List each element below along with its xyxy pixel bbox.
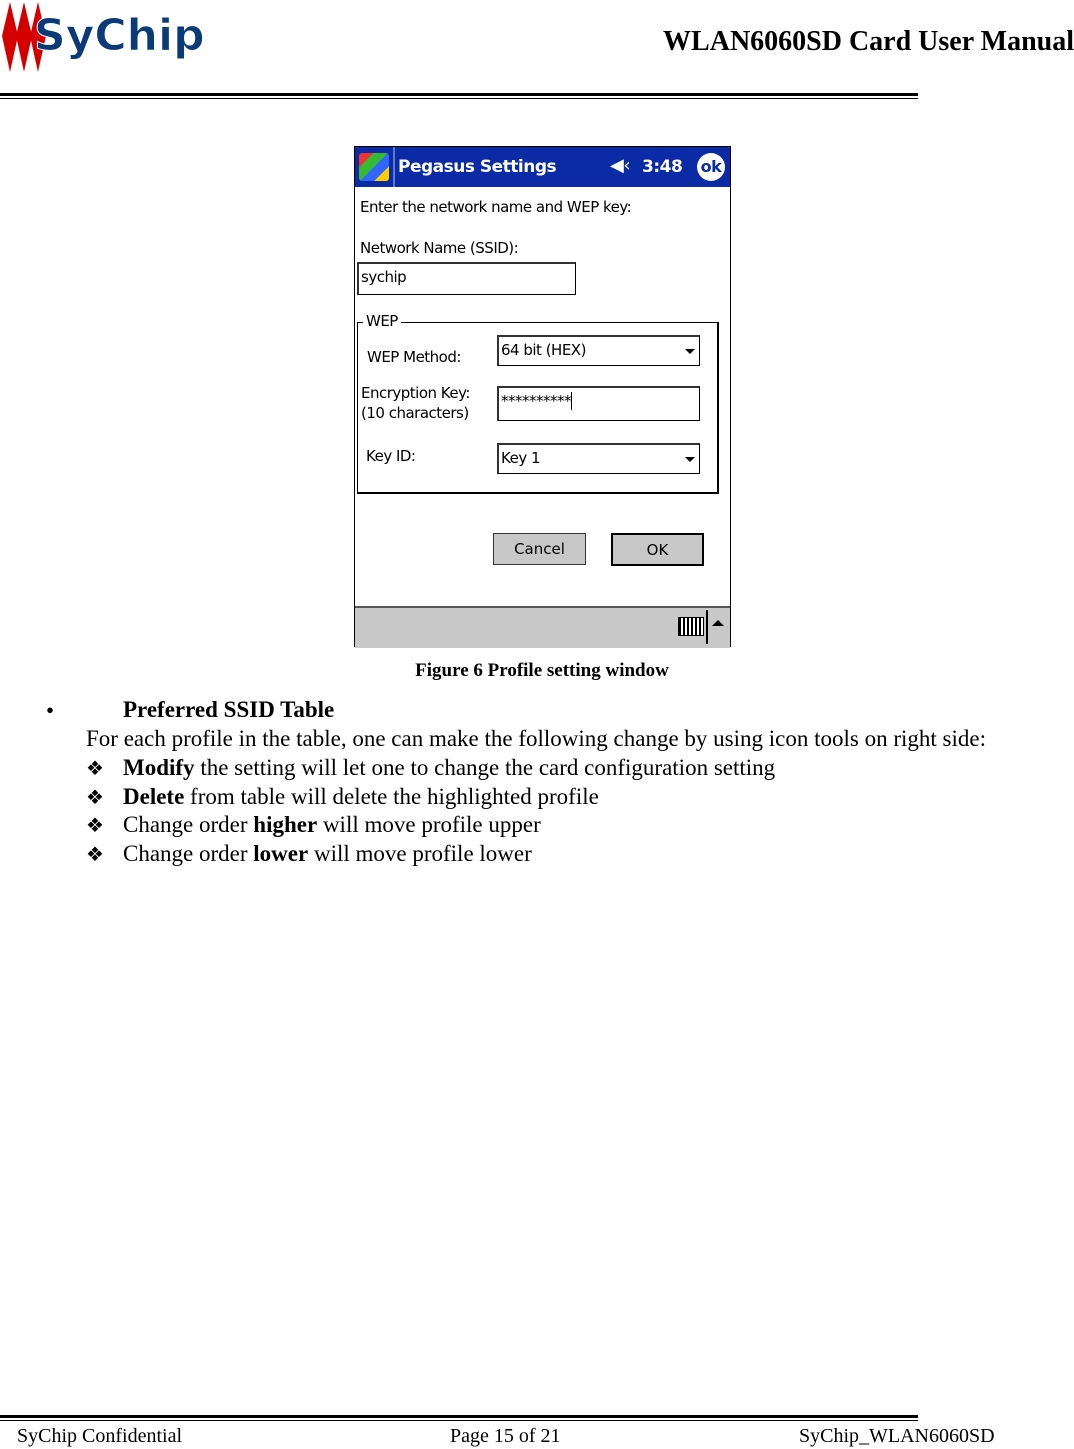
manual-title: WLAN6060SD Card User Manual <box>663 26 1074 57</box>
wep-group-label: WEP <box>363 312 401 330</box>
menu-bar <box>355 606 730 648</box>
diamond-bullet-icon: ❖ <box>86 786 104 809</box>
sip-arrow-up-icon[interactable] <box>712 620 724 626</box>
sychip-logo <box>0 0 230 74</box>
ssid-value: sychip <box>361 268 407 286</box>
encryption-key-label: Encryption Key: <box>361 384 470 402</box>
intro-text: For each profile in the table, one can make the following change by using icon tools on right side: <box>86 726 986 751</box>
key-id-value: Key 1 <box>501 449 541 467</box>
ok-close-button[interactable]: ok <box>697 153 725 181</box>
wep-method-select[interactable] <box>497 335 700 366</box>
encryption-key-value: ********** <box>501 392 571 410</box>
item-text: from table will delete the highlighted profile <box>184 783 599 809</box>
instruction-text: Enter the network name and WEP key: <box>360 198 632 216</box>
item-bold: lower <box>253 841 309 867</box>
diamond-bullet-icon: ❖ <box>86 815 104 838</box>
list-item <box>123 784 599 810</box>
key-id-select[interactable] <box>497 443 700 474</box>
diamond-bullet-icon: ❖ <box>86 758 104 780</box>
keyboard-icon[interactable] <box>678 617 704 636</box>
ssid-input[interactable] <box>357 262 576 295</box>
item-text: will move profile upper <box>317 812 541 838</box>
profile-settings-screenshot <box>354 146 731 647</box>
ssid-label: Network Name (SSID): <box>360 239 519 257</box>
chevron-down-icon <box>685 349 695 354</box>
speaker-icon[interactable]: ◀‹ <box>610 155 631 176</box>
cancel-button[interactable]: Cancel <box>493 533 586 565</box>
footer-rule <box>0 1415 918 1421</box>
item-bold: Modify <box>123 755 195 780</box>
divider <box>706 610 708 644</box>
item-text: Change order <box>123 841 254 867</box>
divider <box>393 147 395 187</box>
clock[interactable]: 3:48 <box>642 157 683 177</box>
diamond-bullet-icon: ❖ <box>86 844 104 867</box>
wep-method-value: 64 bit (HEX) <box>501 341 586 359</box>
item-text: Change order <box>123 812 254 838</box>
list-item <box>123 755 775 781</box>
header-rule <box>0 93 918 99</box>
encryption-key-input[interactable] <box>497 386 700 421</box>
figure-caption: Figure 6 Profile setting window <box>415 660 669 681</box>
list-item <box>123 841 532 867</box>
item-bold: Delete <box>123 783 185 809</box>
windows-start-icon[interactable] <box>359 153 389 181</box>
item-text: will move profile lower <box>308 841 532 867</box>
item-text: the setting will let one to change the card configuration setting <box>194 755 776 780</box>
footer-left: SyChip Confidential <box>17 1425 182 1447</box>
ok-button[interactable]: OK <box>611 533 704 566</box>
section-heading: Preferred SSID Table <box>123 697 335 722</box>
title-bar <box>355 147 730 187</box>
item-bold: higher <box>253 812 318 838</box>
app-title: Pegasus Settings <box>398 157 557 177</box>
footer-right: SyChip_WLAN6060SD <box>799 1425 995 1447</box>
svg-text:SyChip: SyChip <box>34 10 205 61</box>
list-item <box>123 812 541 838</box>
encryption-key-hint: (10 characters) <box>361 404 469 422</box>
footer-page-number: Page 15 of 21 <box>450 1425 561 1447</box>
chevron-down-icon <box>685 457 695 462</box>
wep-method-label: WEP Method: <box>367 348 461 366</box>
key-id-label: Key ID: <box>366 447 416 465</box>
bullet: • <box>46 698 55 723</box>
